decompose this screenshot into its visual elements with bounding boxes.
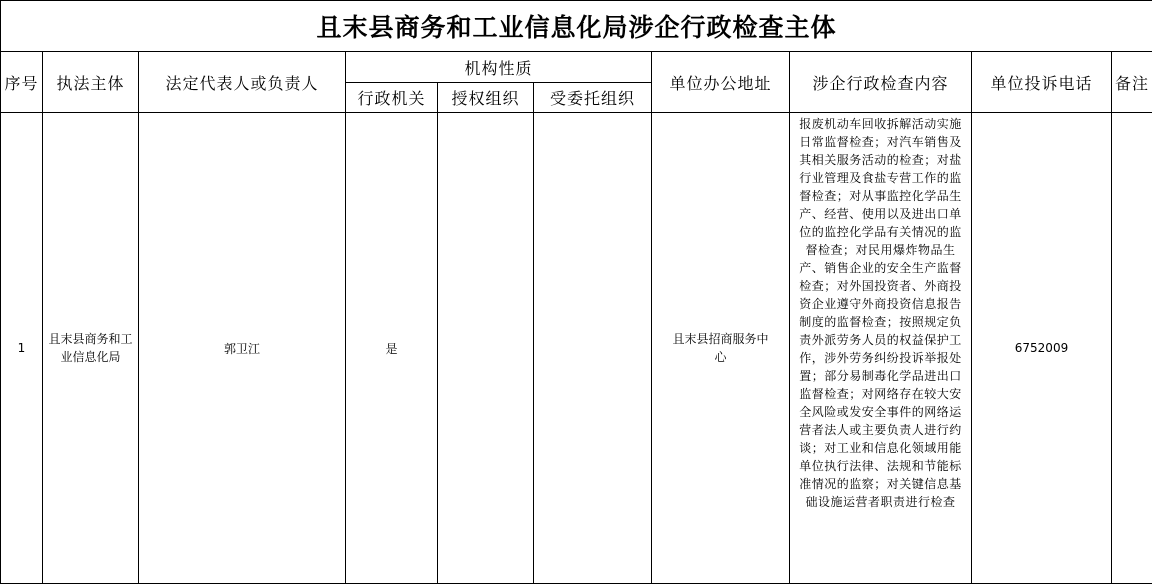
cell-authorized-org <box>438 113 534 584</box>
header-representative: 法定代表人或负责人 <box>139 52 346 113</box>
header-org-nature: 机构性质 <box>346 52 652 83</box>
header-inspection-content: 涉企行政检查内容 <box>790 52 972 113</box>
page-title: 且末县商务和工业信息化局涉企行政检查主体 <box>1 1 1152 52</box>
header-subject: 执法主体 <box>43 52 139 113</box>
header-authorized-org: 授权组织 <box>438 83 534 113</box>
header-admin-org: 行政机关 <box>346 83 438 113</box>
cell-seq: 1 <box>1 113 43 584</box>
header-phone: 单位投诉电话 <box>972 52 1112 113</box>
header-address: 单位办公地址 <box>652 52 790 113</box>
table-row <box>1 113 1152 584</box>
cell-address: 且末县招商服务中心 <box>652 113 790 584</box>
header-seq: 序号 <box>1 52 43 113</box>
cell-remarks <box>1112 113 1152 584</box>
cell-admin-org: 是 <box>346 113 438 584</box>
cell-representative: 郭卫江 <box>139 113 346 584</box>
cell-phone: 6752009 <box>972 113 1112 584</box>
cell-entrusted-org <box>534 113 652 584</box>
cell-subject: 且末县商务和工业信息化局 <box>43 113 139 584</box>
cell-inspection-content: 报废机动车回收拆解活动实施日常监督检查；对汽车销售及其相关服务活动的检查；对盐行业管理及食盐专营工作的监督检查；对从事监控化学品生产、经营、使用以及进出口单位的监控化学品有关情况的监督检查；对民用爆炸物品生产、销售企业的安全生产监督检查；对外国投资者、外商投资企业遵守外商投资信息报告制度的监督检查；按照规定负责外派劳务人员的权益保护工作，涉外劳务纠纷投诉举报处置；部分易制毒化学品进出口监督检查；对网络存在较大安全风险或发安全事件的网络运营者法人或主要负责人进行约谈；对工业和信息化领域用能单位执行法律、法规和节能标准情况的监察；对关键信息基础设施运营者职责进行检查 <box>790 113 972 584</box>
header-entrusted-org: 受委托组织 <box>534 83 652 113</box>
header-remarks: 备注 <box>1112 52 1152 113</box>
